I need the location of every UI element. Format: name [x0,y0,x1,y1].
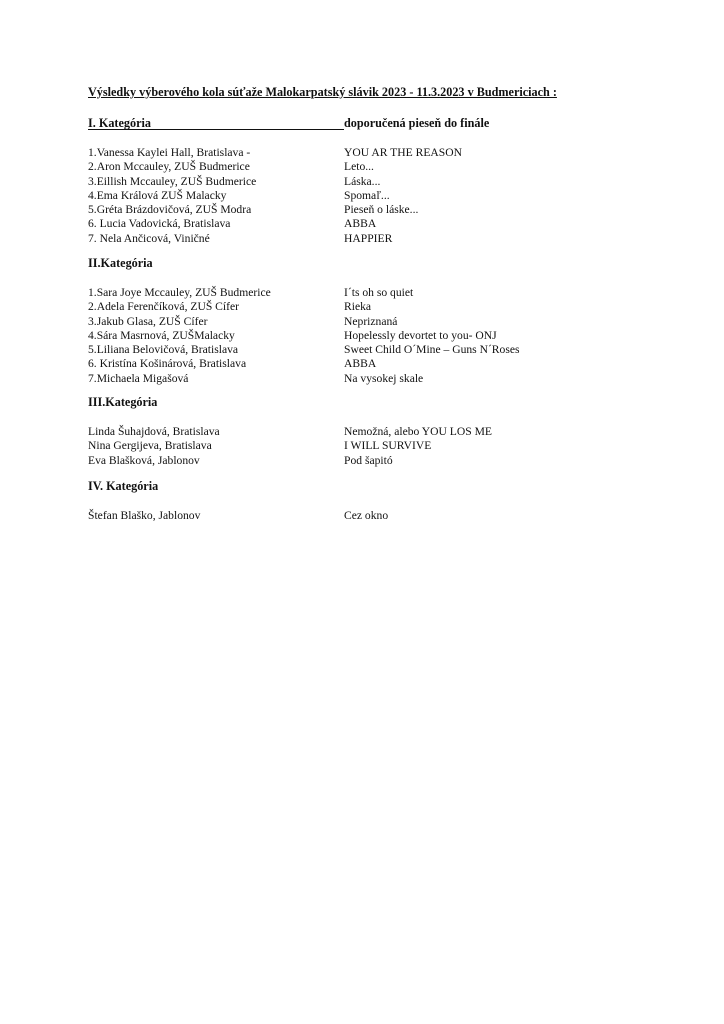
list-item [88,203,608,217]
participant-name: 2.Aron Mccauley, ZUŠ Budmerice [88,160,250,174]
song-title: Láska... [344,174,381,188]
category-heading: II.Kategória [88,256,153,270]
list-item [88,357,608,371]
song-title: Nepriznaná [344,314,398,328]
document-title: Výsledky výberového kola súťaže Malokarpatský slávik 2023 - 11.3.2023 v Budmericiach : [88,85,557,99]
list-item [88,439,608,453]
entry-list [88,509,608,523]
category-section-2 [88,256,608,386]
participant-name: Linda Šuhajdová, Bratislava [88,425,220,438]
category-heading: IV. Kategória [88,479,159,493]
category-heading-row [88,479,608,495]
song-title: Spomaľ... [344,188,390,202]
song-title: ABBA [344,357,377,371]
participant-name: 6. Lucia Vadovická, Bratislava [88,217,231,231]
list-item [88,300,608,314]
participant-name: Eva Blašková, Jablonov [88,453,200,467]
song-title: YOU AR THE REASON [344,146,462,159]
participant-name: 2.Adela Ferenčíková, ZUŠ Cífer [88,300,239,314]
category-section-1 [88,116,608,246]
song-title: Pieseň o láske... [344,203,419,217]
song-title: Sweet Child O´Mine – Guns N´Roses [344,343,520,357]
heading-underline [88,129,344,130]
entry-list [88,425,608,468]
song-title: I´ts oh so quiet [344,286,414,299]
participant-name: 5.Liliana Belovičová, Bratislava [88,343,239,357]
list-item [88,232,608,246]
participant-name: 5.Gréta Brázdovičová, ZUŠ Modra [88,203,252,217]
participant-name: 7.Michaela Migašová [88,371,189,385]
list-item [88,175,608,189]
list-item [88,286,608,300]
participant-name: 3.Eillish Mccauley, ZUŠ Budmerice [88,174,257,188]
participant-name: 3.Jakub Glasa, ZUŠ Cífer [88,314,208,328]
song-title: Pod šapitó [344,453,393,467]
song-title: HAPPIER [344,231,393,245]
category-section-3 [88,395,608,468]
list-item [88,372,608,386]
participant-name: Nina Gergijeva, Bratislava [88,439,212,453]
list-item [88,217,608,231]
entry-list [88,146,608,246]
song-title: Leto... [344,160,374,174]
participant-name: Štefan Blaško, Jablonov [88,509,201,522]
song-title: Cez okno [344,509,389,522]
list-item [88,146,608,160]
list-item [88,315,608,329]
list-item [88,343,608,357]
list-item [88,329,608,343]
category-heading-row [88,256,608,272]
song-title: Na vysokej skale [344,371,424,385]
entry-list [88,286,608,386]
category-heading: I. Kategória [88,116,151,130]
song-title: I WILL SURVIVE [344,439,432,453]
song-column-heading: doporučená pieseň do finále [344,116,490,130]
category-heading-row [88,116,608,132]
category-heading: III.Kategória [88,395,158,409]
participant-name: 1.Sara Joye Mccauley, ZUŠ Budmerice [88,286,271,299]
song-title: Nemožná, alebo YOU LOS ME [344,425,493,438]
list-item [88,509,608,523]
participant-name: 1.Vanessa Kaylei Hall, Bratislava - [88,146,251,159]
list-item [88,425,608,439]
song-title: ABBA [344,217,377,231]
list-item [88,454,608,468]
category-heading-row [88,395,608,411]
list-item [88,189,608,203]
participant-name: 4.Sára Masrnová, ZUŠMalacky [88,328,235,342]
song-title: Hopelessly devortet to you- ONJ [344,328,497,342]
participant-name: 4.Ema Králová ZUŠ Malacky [88,188,227,202]
participant-name: 7. Nela Ančicová, Viničné [88,231,210,245]
list-item [88,160,608,174]
category-section-4 [88,479,608,523]
song-title: Rieka [344,300,372,314]
participant-name: 6. Kristína Košinárová, Bratislava [88,357,247,371]
